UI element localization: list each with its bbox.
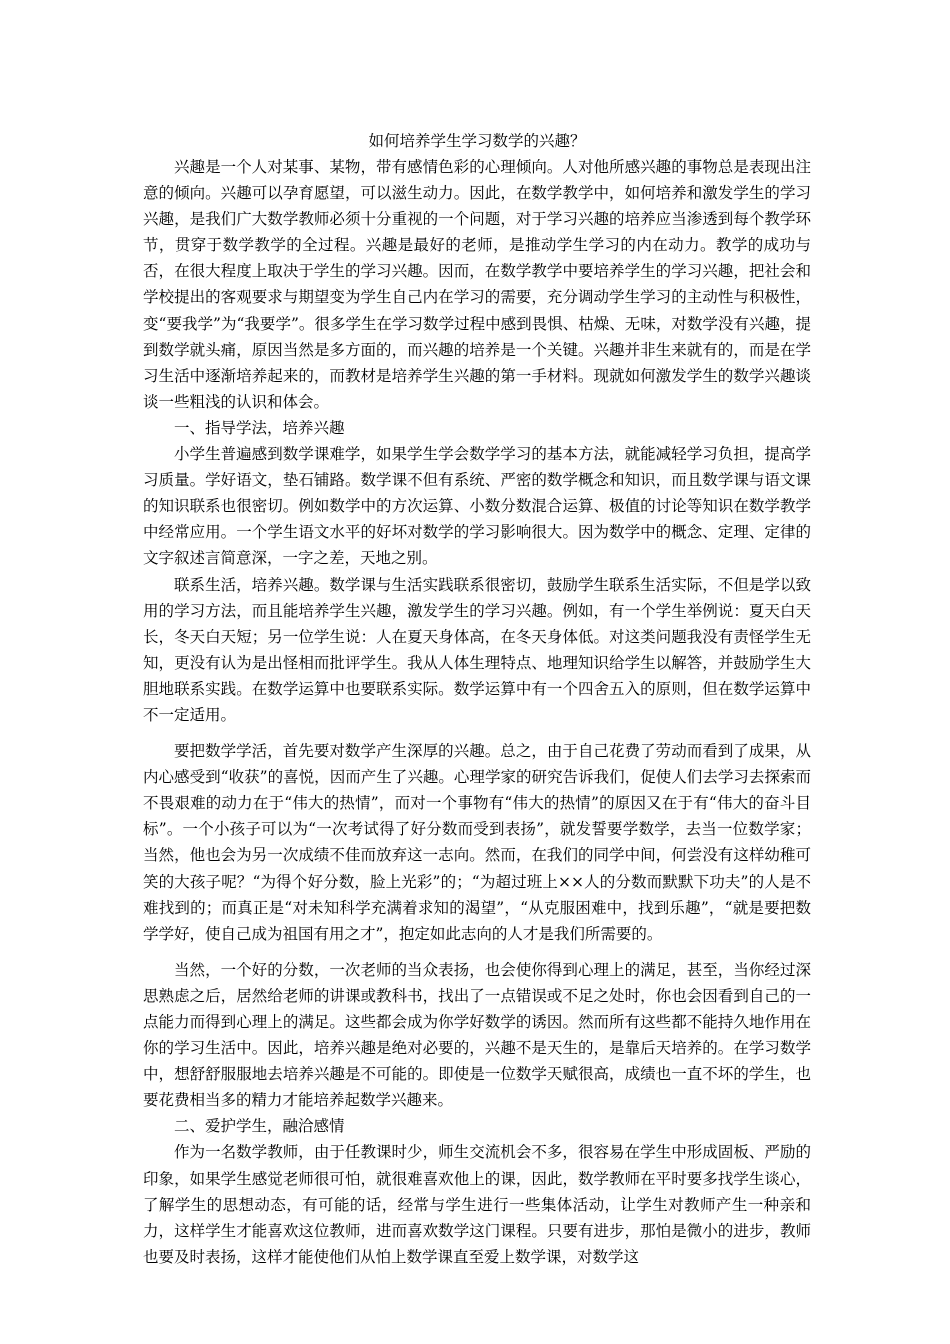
section-heading-2: 二、爱护学生，融洽感情 [174, 1117, 345, 1136]
section-heading-1: 一、指导学法，培养兴趣 [174, 418, 345, 437]
paragraph-intro: 兴趣是一个人对某事、某物，带有感情色彩的心理倾向。人对他所感兴趣的事物总是表现出注意的倾向。兴趣可以孕育愿望，可以滋生动力。因此，在数学教学中，如何培养和激发学生的学习兴趣，是我们广大数学教师必须十分重视的一个问题，对于学习兴趣的培养应当渗透到每个教学环节，贯穿于数学教学的全过程。兴趣是最好的老师，是推动学生学习的内在动力。教学的成功与否，在很大程度上取决于学生的学习兴趣。因而，在数学教学中要培养学生的学习兴趣，把社会和学校提出的客观要求与期望变为学生自己内在学习的需要，充分调动学生学习的主动性与积极性，变“要我学”为“我要学”。很多学生在学习数学过程中感到畏惧、枯燥、无味，对数学没有兴趣，提到数学就头痛，原因当然是多方面的，而兴趣的培养是一个关键。兴趣并非生来就有的，而是在学习生活中逐渐培养起来的，而教材是培养学生兴趣的第一手材料。现就如何激发学生的数学兴趣谈谈一些粗浅的认识和体会。 [143, 158, 811, 411]
paragraph-connect-life: 联系生活，培养兴趣。数学课与生活实践联系很密切，鼓励学生联系生活实际，不但是学以致用的学习方法，而且能培养学生兴趣，激发学生的学习兴趣。例如，有一个学生举例说：夏天白天长，冬天白天短；另一位学生说：人在夏天身体高，在冬天身体低。对这类问题我没有责怪学生无知，更没有认为是出怪相而批评学生。我从人体生理特点、地理知识给学生以解答，并鼓励学生大胆地联系实践。在数学运算中也要联系实际。数学运算中有一个四舍五入的原则，但在数学运算中不一定适用。 [143, 575, 811, 724]
paragraph-good-scores: 当然，一个好的分数，一次老师的当众表扬，也会使你得到心理上的满足，甚至，当你经过深思熟虑之后，居然给老师的讲课或教科书，找出了一点错误或不足之处时，你也会因看到自己的一点能力而得到心理上的满足。这些都会成为你学好数学的诱因。然而所有这些都不能持久地作用在你的学习生活中。因此，培养兴趣是绝对必要的，兴趣不是天生的，是靠后天培养的。在学习数学中，想舒舒服服地去培养兴趣是不可能的。即使是一位数学天赋很高，成绩也一直不坏的学生，也要花费相当多的精力才能培养起数学兴趣来。 [143, 960, 811, 1110]
paragraph-care-students: 作为一名数学教师，由于任教课时少，师生交流机会不多，很容易在学生中形成固板、严励的印象，如果学生感觉老师很可怕，就很难喜欢他上的课，因此，数学教师在平时要多找学生谈心，了解学生的思想动态，有可能的话，经常与学生进行一些集体活动，让学生对教师产生一种亲和力，这样学生才能喜欢这位教师，进而喜欢数学这门课程。只要有进步，那怕是微小的进步，教师也要及时表扬，这样才能使他们从怕上数学课直至爱上数学课，对数学这 [143, 1143, 811, 1266]
paragraph-study-methods: 小学生普遍感到数学课难学，如果学生学会数学学习的基本方法，就能减轻学习负担，提高学习质量。学好语文，垫石铺路。数学课不但有系统、严密的数学概念和知识，而且数学课与语文课的知识联系也很密切。例如数学中的方次运算、小数分数混合运算、极值的讨论等知识在数学教学中经常应用。一个学生语文水平的好坏对数学的学习影响很大。因为数学中的概念、定理、定律的文字叙述言简意深，一字之差，天地之别。 [143, 445, 811, 568]
paragraph-gap [143, 728, 811, 738]
paragraph-deep-interest: 要把数学学活，首先要对数学产生深厚的兴趣。总之，由于自己花费了劳动而看到了成果，从内心感受到“收获”的喜悦，因而产生了兴趣。心理学家的研究告诉我们，促使人们去学习去探索而不畏艰难的动力在于“伟大的热情”，而对一个事物有“伟大的热情”的原因又在于有“伟大的奋斗目标”。一个小孩子可以为“一次考试得了好分数而受到表扬”，就发誓要学数学，去当一位数学家；当然，他也会为另一次成绩不佳而放弃这一志向。然而，在我们的同学中间，何尝没有这样幼稚可笑的大孩子呢？“为得个好分数，脸上光彩”的；“为超过班上××人的分数而默默下功夫”的人是不难找到的；而真正是“对未知科学充满着求知的渴望”，“从克服困难中，找到乐趣”，“就是要把数学学好，使自己成为祖国有用之才”，抱定如此志向的人才是我们所需要的。 [143, 742, 811, 943]
paragraph-gap [143, 947, 811, 957]
document-title: 如何培养学生学习数学的兴趣？ [368, 132, 586, 150]
